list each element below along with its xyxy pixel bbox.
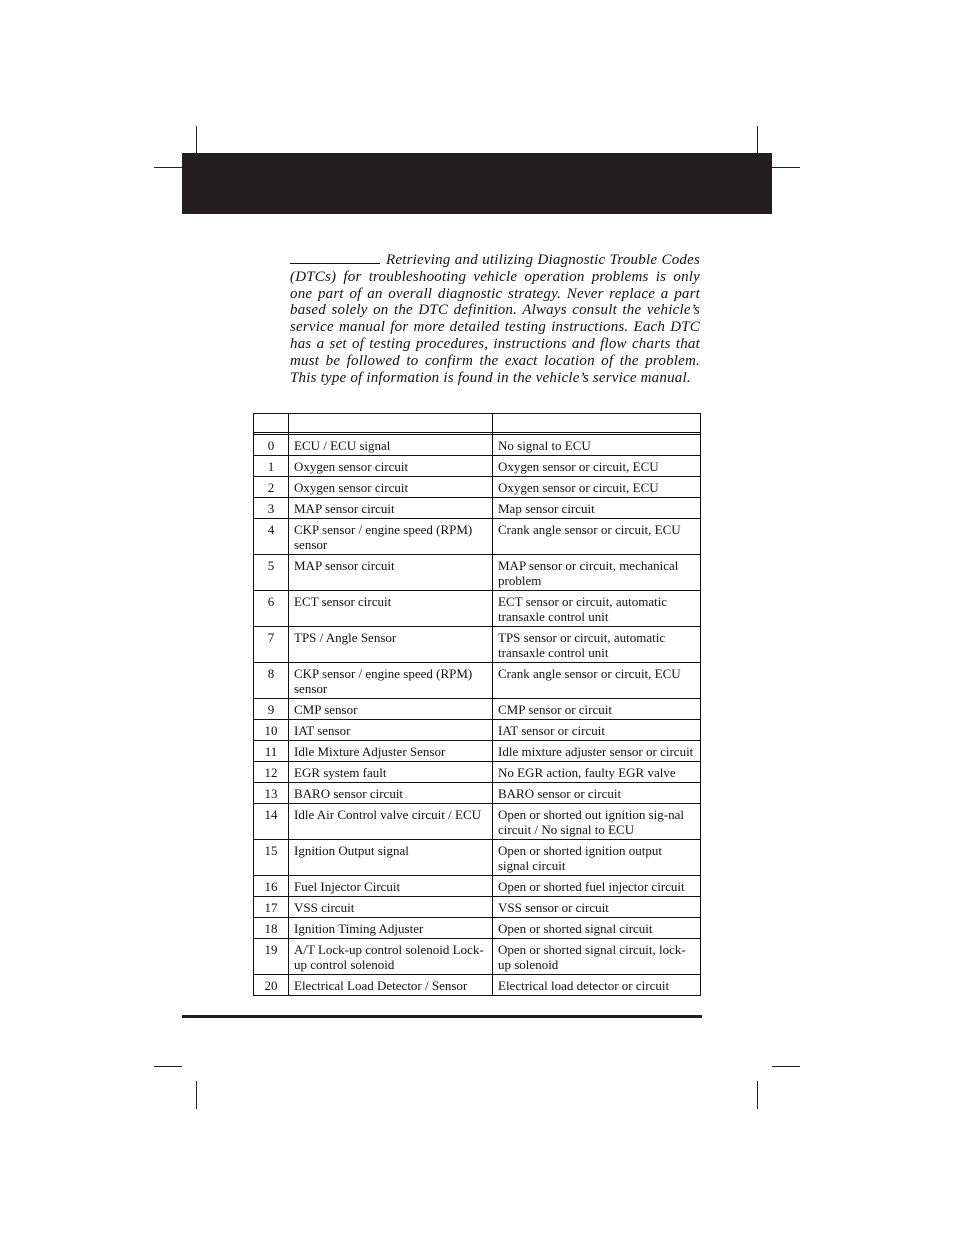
definition-cell: Idle Air Control valve circuit / ECU — [289, 804, 493, 840]
cause-cell: TPS sensor or circuit, automatic transaxle control unit — [493, 627, 701, 663]
table-row — [254, 477, 701, 498]
header-cause — [493, 414, 701, 433]
crop-mark-top-left-vertical — [196, 126, 197, 154]
cause-cell: Electrical load detector or circuit — [493, 975, 701, 996]
table-row — [254, 939, 701, 975]
definition-cell: BARO sensor circuit — [289, 783, 493, 804]
definition-cell: A/T Lock-up control solenoid Lock-up control solenoid — [289, 939, 493, 975]
table-row — [254, 720, 701, 741]
definition-cell: MAP sensor circuit — [289, 555, 493, 591]
cause-cell: CMP sensor or circuit — [493, 699, 701, 720]
definition-cell: VSS circuit — [289, 897, 493, 918]
code-cell: 14 — [254, 804, 289, 840]
table-header-row — [254, 414, 701, 433]
code-cell: 15 — [254, 840, 289, 876]
code-cell: 18 — [254, 918, 289, 939]
code-cell: 16 — [254, 876, 289, 897]
definition-cell: CKP sensor / engine speed (RPM) sensor — [289, 663, 493, 699]
table-row — [254, 876, 701, 897]
definition-cell: Oxygen sensor circuit — [289, 456, 493, 477]
code-cell: 1 — [254, 456, 289, 477]
code-cell: 4 — [254, 519, 289, 555]
table-row — [254, 627, 701, 663]
code-cell: 3 — [254, 498, 289, 519]
definition-cell: Ignition Output signal — [289, 840, 493, 876]
cause-cell: Open or shorted signal circuit, lock-up solenoid — [493, 939, 701, 975]
cause-cell: No signal to ECU — [493, 435, 701, 456]
cause-cell: VSS sensor or circuit — [493, 897, 701, 918]
table-row — [254, 897, 701, 918]
definition-cell: Fuel Injector Circuit — [289, 876, 493, 897]
code-cell: 19 — [254, 939, 289, 975]
cause-cell: ECT sensor or circuit, automatic transaxle control unit — [493, 591, 701, 627]
dtc-table — [253, 413, 701, 996]
cause-cell: Crank angle sensor or circuit, ECU — [493, 519, 701, 555]
definition-cell: Idle Mixture Adjuster Sensor — [289, 741, 493, 762]
table-row — [254, 435, 701, 456]
cause-cell: Oxygen sensor or circuit, ECU — [493, 477, 701, 498]
definition-cell: Oxygen sensor circuit — [289, 477, 493, 498]
code-cell: 2 — [254, 477, 289, 498]
cause-cell: Idle mixture adjuster sensor or circuit — [493, 741, 701, 762]
cause-cell: MAP sensor or circuit, mechanical problem — [493, 555, 701, 591]
table-row — [254, 498, 701, 519]
table-row — [254, 975, 701, 996]
code-cell: 12 — [254, 762, 289, 783]
cause-cell: Open or shorted out ignition sig-nal circuit / No signal to ECU — [493, 804, 701, 840]
definition-cell: TPS / Angle Sensor — [289, 627, 493, 663]
definition-cell: CKP sensor / engine speed (RPM) sensor — [289, 519, 493, 555]
table-row — [254, 840, 701, 876]
table-row — [254, 762, 701, 783]
table-row — [254, 555, 701, 591]
code-cell: 17 — [254, 897, 289, 918]
code-cell: 5 — [254, 555, 289, 591]
table-row — [254, 804, 701, 840]
cause-cell: IAT sensor or circuit — [493, 720, 701, 741]
definition-cell: MAP sensor circuit — [289, 498, 493, 519]
table-row — [254, 741, 701, 762]
code-cell: 11 — [254, 741, 289, 762]
table-row — [254, 699, 701, 720]
table-row — [254, 591, 701, 627]
crop-mark-bottom-left-horizontal — [154, 1066, 182, 1067]
intro-text: Retrieving and utilizing Diagnostic Trouble Codes (DTCs) for troubleshooting vehicle operation problems is only one part of an overall diagnostic strategy. Never replace a part based solely on the DTC definition. Always consult the vehicle’s service manual for more detailed testing instructions. Each DTC has a set of testing procedures, instructions and flow charts that must be followed to confirm the exact location of the problem. This type of information is found in the vehicle’s service manual. — [290, 252, 700, 386]
code-cell: 8 — [254, 663, 289, 699]
header-banner — [182, 153, 772, 214]
code-cell: 0 — [254, 435, 289, 456]
crop-mark-top-left-horizontal — [154, 167, 182, 168]
cause-cell: Open or shorted fuel injector circuit — [493, 876, 701, 897]
header-code — [254, 414, 289, 433]
blank-underline — [290, 263, 380, 264]
cause-cell: BARO sensor or circuit — [493, 783, 701, 804]
definition-cell: Ignition Timing Adjuster — [289, 918, 493, 939]
crop-mark-bottom-right-horizontal — [772, 1066, 800, 1067]
crop-mark-top-right-horizontal — [772, 167, 800, 168]
header-definition — [289, 414, 493, 433]
cause-cell: Crank angle sensor or circuit, ECU — [493, 663, 701, 699]
table-row — [254, 663, 701, 699]
code-cell: 10 — [254, 720, 289, 741]
definition-cell: EGR system fault — [289, 762, 493, 783]
cause-cell: No EGR action, faulty EGR valve — [493, 762, 701, 783]
table-row — [254, 918, 701, 939]
table-row — [254, 783, 701, 804]
table-row — [254, 519, 701, 555]
definition-cell: IAT sensor — [289, 720, 493, 741]
definition-cell: Electrical Load Detector / Sensor — [289, 975, 493, 996]
crop-mark-bottom-left-vertical — [196, 1081, 197, 1109]
crop-mark-bottom-right-vertical — [757, 1081, 758, 1109]
cause-cell: Open or shorted ignition output signal circuit — [493, 840, 701, 876]
cause-cell: Map sensor circuit — [493, 498, 701, 519]
cause-cell: Oxygen sensor or circuit, ECU — [493, 456, 701, 477]
definition-cell: CMP sensor — [289, 699, 493, 720]
code-cell: 6 — [254, 591, 289, 627]
crop-mark-top-right-vertical — [757, 126, 758, 154]
definition-cell: ECT sensor circuit — [289, 591, 493, 627]
code-cell: 9 — [254, 699, 289, 720]
code-cell: 7 — [254, 627, 289, 663]
intro-paragraph — [290, 252, 700, 386]
table-body — [254, 433, 701, 996]
table-row — [254, 456, 701, 477]
cause-cell: Open or shorted signal circuit — [493, 918, 701, 939]
definition-cell: ECU / ECU signal — [289, 435, 493, 456]
code-cell: 13 — [254, 783, 289, 804]
bottom-rule — [182, 1015, 702, 1018]
code-cell: 20 — [254, 975, 289, 996]
